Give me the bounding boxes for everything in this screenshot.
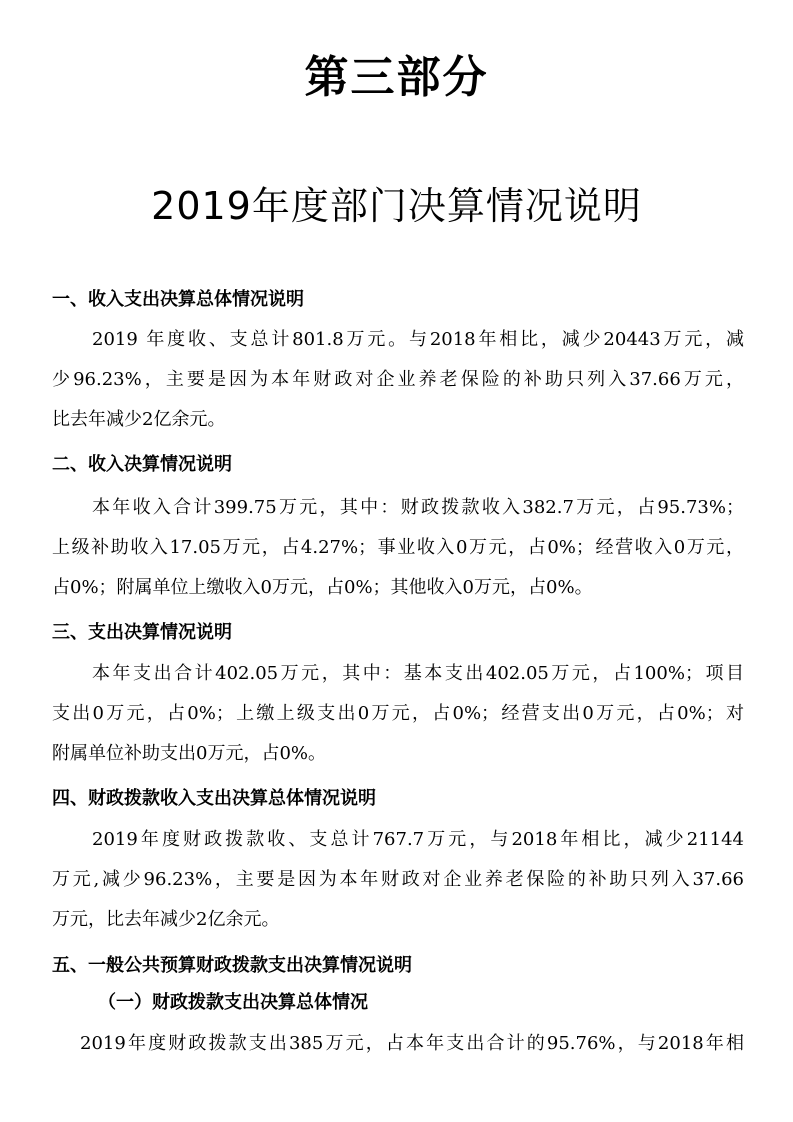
section-4-paragraph	[52, 820, 744, 940]
paragraph-line: 本年支出合计402.05万元，其中：基本支出402.05万元，占100%；项目	[92, 663, 744, 684]
document-title: 2019年度部门决算情况说明	[151, 184, 642, 228]
section-5-paragraph	[52, 1024, 744, 1064]
paragraph-line: 2019年度财政拨款支出385万元，占本年支出合计的95.76%，与2018年相	[80, 1033, 744, 1054]
paragraph-line: 比去年减少2亿余元。	[52, 409, 226, 430]
section-2-heading: 二、收入决算情况说明	[52, 454, 232, 475]
paragraph-line: 支出0万元，占0%；上缴上级支出0万元，占0%；经营支出0万元，占0%；对	[52, 703, 744, 724]
paragraph-line: 2019年度财政拨款收、支总计767.7万元，与2018年相比，减少21144	[92, 829, 744, 850]
section-5-subheading: （一）财政拨款支出决算总体情况	[98, 992, 368, 1013]
paragraph-line: 少96.23%，主要是因为本年财政对企业养老保险的补助只列入37.66万元，	[52, 369, 744, 390]
section-4-heading: 四、财政拨款收入支出决算总体情况说明	[52, 788, 376, 809]
paragraph-line: 上级补助收入17.05万元，占4.27%；事业收入0万元，占0%；经营收入0万元，	[52, 537, 744, 558]
section-1-paragraph	[52, 320, 744, 440]
paragraph-line: 本年收入合计399.75万元，其中：财政拨款收入382.7万元，占95.73%；	[92, 497, 744, 518]
paragraph-line: 附属单位补助支出0万元，占0%。	[52, 743, 327, 764]
paragraph-line: 占0%；附属单位上缴收入0万元，占0%；其他收入0万元，占0%。	[52, 577, 593, 598]
paragraph-line: 万元,减少96.23%，主要是因为本年财政对企业养老保险的补助只列入37.66	[52, 869, 744, 890]
paragraph-line: 万元，比去年减少2亿余元。	[52, 909, 280, 930]
section-5-heading: 五、一般公共预算财政拨款支出决算情况说明	[52, 955, 412, 976]
part-title: 第三部分	[304, 52, 489, 103]
section-2-paragraph	[52, 488, 744, 608]
section-1-heading: 一、收入支出决算总体情况说明	[52, 289, 304, 310]
section-3-paragraph	[52, 654, 744, 774]
paragraph-line: 2019 年度收、支总计801.8万元。与2018年相比，减少20443万元，减	[92, 329, 744, 350]
section-3-heading: 三、支出决算情况说明	[52, 622, 232, 643]
